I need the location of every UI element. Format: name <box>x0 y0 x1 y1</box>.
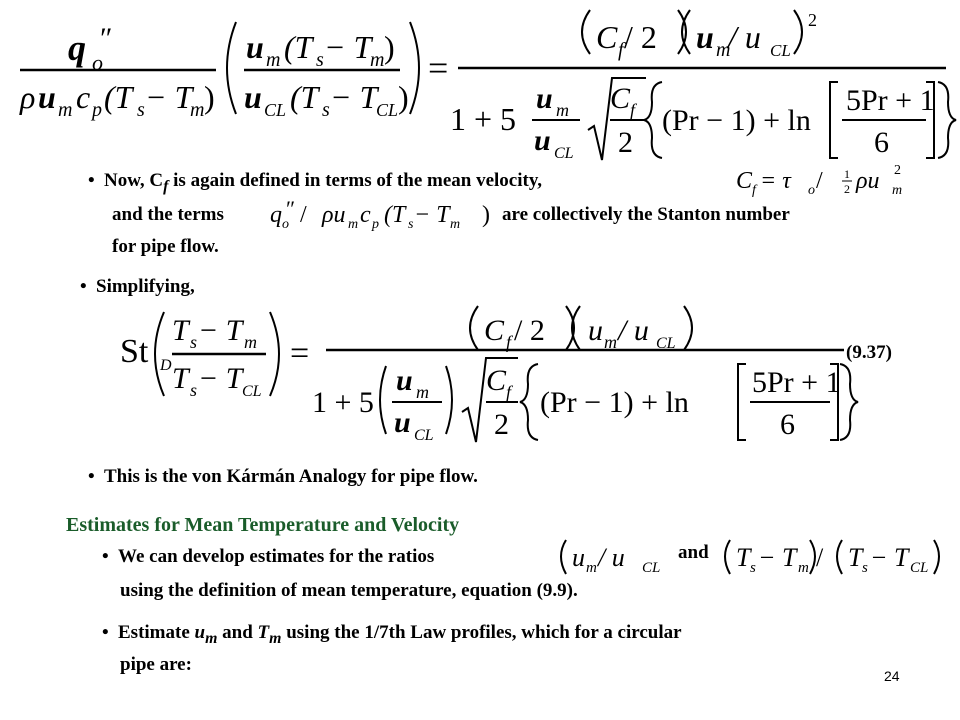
eq-top-rhs-den-um: u <box>536 82 553 115</box>
ratio2-cl: CL <box>910 560 929 576</box>
eq-top-lhs-paren: (T <box>104 79 133 115</box>
eq-top-rhs-paren1-l <box>582 10 590 54</box>
cf-def-o: o <box>808 183 815 198</box>
equation-top <box>0 0 960 170</box>
eq-top-rhs-one: 1 + 5 <box>450 101 517 137</box>
eq-mid-den-pr: (Pr − 1) + ln <box>540 386 689 419</box>
eq-top-rhs-den-two: 2 <box>618 126 633 159</box>
bullet5-u: u <box>194 622 206 643</box>
cf-def-c: C <box>736 168 753 194</box>
eq-mid-st: St <box>120 333 149 370</box>
st-m: m <box>348 217 359 232</box>
page-number: 24 <box>884 668 900 684</box>
eq-top-lhs-u: u <box>38 79 56 115</box>
eq-mid-den-ucl-sub: CL <box>414 427 434 444</box>
eq-mid-den-paren-l <box>380 366 386 434</box>
cf-def-2: 2 <box>894 163 901 178</box>
cf-def-m: m <box>892 183 903 198</box>
eq-mid-den-cf: C <box>486 364 507 397</box>
eq-mid-num-div2: / 2 <box>514 314 545 347</box>
st-q: q <box>270 202 282 228</box>
bullet-icon: • <box>88 170 95 191</box>
eq-top-lhs-close: ) <box>204 79 215 115</box>
bullet5-t: T <box>257 622 270 643</box>
bullet-icon: • <box>102 622 109 643</box>
eq-mid-den-5pr: 5Pr + 1 <box>752 366 841 399</box>
ratio2-m: m <box>798 560 809 576</box>
eq-mid-num-ucl-sub: CL <box>656 335 676 352</box>
eq-mid-frac-den-cl: CL <box>242 383 262 400</box>
eq-top-paren-left <box>227 22 236 114</box>
eq-top-lhs-c: c <box>76 79 91 115</box>
st-prime: ″ <box>286 196 296 221</box>
bullet3-text: This is the von Kármán Analogy for pipe flow. <box>104 466 478 487</box>
eq-top-f2-close: ) <box>384 29 395 65</box>
eq-top-rhs-den-pr: (Pr − 1) + ln <box>662 104 811 137</box>
st-o: o <box>282 217 289 232</box>
eq-top-rhs-paren2-r <box>794 10 802 54</box>
eq-top-rhs-den-cf-sub: f <box>630 100 636 120</box>
eq-top-f2-den-cl: CL <box>264 100 287 120</box>
st-s: s <box>408 217 414 232</box>
st-c: c <box>360 202 371 228</box>
eq-top-f2-den-s: s <box>322 99 330 121</box>
eq-top-lhs-u-sub: m <box>58 99 73 121</box>
eq-mid-num-paren1-l <box>470 306 478 350</box>
eq-top-lhs-m: m <box>190 99 205 121</box>
eq-mid-frac-m: m <box>244 332 257 352</box>
cf-def-eq: = τ <box>760 168 791 194</box>
ratio2-t: T <box>736 543 751 572</box>
ratio2-s: s <box>750 560 756 576</box>
eq-mid-num-cf-sub: f <box>506 332 512 352</box>
eq-top-rhs-den-cf: C <box>610 82 631 115</box>
cf-def-half-num: 1 <box>844 167 850 181</box>
ratio-and: and <box>678 542 709 563</box>
equation-937 <box>0 300 960 450</box>
bullet5-rest: using the 1/7th Law profiles, which for a circular <box>281 622 682 643</box>
eq-mid-frac-s: s <box>190 332 198 352</box>
eq-top-lhs-rho: ρ <box>20 79 36 115</box>
cf-def-f: f <box>752 183 756 198</box>
eq-mid-num-cf: C <box>484 314 505 347</box>
eq-mid-num-um: u <box>588 314 603 347</box>
section-heading: Estimates for Mean Temperature and Velocity <box>66 514 460 536</box>
eq-top-lhs-q: q <box>68 28 86 68</box>
eq-top-f2-rest: (T <box>284 29 313 65</box>
eq-top-rhs-ucl-sub: CL <box>770 41 791 60</box>
bullet5-line2: pipe are: <box>120 654 192 675</box>
st-mm: m <box>450 217 461 232</box>
eq-mid-label: (9.37) <box>846 342 892 363</box>
eq-mid-frac-den-s: s <box>190 380 198 400</box>
eq-mid-frac-minus: − T <box>198 314 243 347</box>
eq-mid-brace-left <box>520 364 538 440</box>
bullet1-defined: is again defined in terms of the mean velocity, <box>168 170 543 191</box>
eq-top-lhs-prime: ″ <box>100 22 113 55</box>
eq-top-rhs-cf-sub: f <box>618 39 624 61</box>
eq-mid-st-sub: D <box>160 357 172 374</box>
eq-top-lhs-s: s <box>137 99 145 121</box>
eq-top-rhs-den-um-sub: m <box>556 100 569 120</box>
eq-top-f2-minus: − T <box>324 29 372 65</box>
bullet1-line1 <box>104 170 542 196</box>
eq-top-brace-right <box>938 82 956 158</box>
eq-mid-frac-t: T <box>172 314 189 347</box>
eq-top-f2-den-close: ) <box>398 79 409 115</box>
eq-top-equals: = <box>428 48 449 88</box>
ratio1-u: u <box>572 543 585 572</box>
eq-top-rhs-den-ucl-sub: CL <box>554 145 574 162</box>
cf-def-half-den: 2 <box>844 182 850 196</box>
eq-mid-den-ucl: u <box>394 406 411 439</box>
ratio-expressions <box>554 534 954 580</box>
eq-top-f2-den-rest: (T <box>290 79 319 115</box>
eq-mid-num-slash: / u <box>618 314 649 347</box>
bullet1-line2a: and the terms <box>112 204 224 225</box>
eq-top-lhs-c-sub: p <box>92 99 102 121</box>
cf-def-rho: ρu <box>856 168 880 194</box>
eq-mid-frac-den-minus: − T <box>198 362 243 395</box>
eq-mid-num-paren2-r <box>684 306 692 350</box>
ratio2-slash: / <box>816 543 824 572</box>
stanton-expression <box>270 194 500 234</box>
bullet4-line2: using the definition of mean temperature, equation (9.9). <box>120 580 578 601</box>
eq-mid-den-um-sub: m <box>416 382 429 402</box>
eq-mid-den-um: u <box>396 364 413 397</box>
eq-top-brace-left <box>644 82 662 158</box>
eq-top-lhs-minus: − T <box>145 79 193 115</box>
st-close: ) <box>482 202 490 228</box>
ratio1-slash: / u <box>598 543 625 572</box>
eq-mid-den-cf-sub: f <box>506 382 512 402</box>
eq-top-paren-right <box>410 22 419 114</box>
st-rho: ρu <box>322 202 346 228</box>
eq-mid-den-paren-r <box>446 366 452 434</box>
bullet5-t-sub: m <box>269 629 282 647</box>
bullet5-and: and <box>217 622 258 643</box>
eq-top-rhs-den-5pr: 5Pr + 1 <box>846 84 935 117</box>
bullet1-line2b: are collectively the Stanton number <box>502 204 790 225</box>
cf-def-slash: / <box>816 168 823 194</box>
eq-top-rhs-um: u <box>696 19 714 55</box>
ratio1-cl: CL <box>642 560 661 576</box>
ratio2-minus: − T <box>758 543 797 572</box>
eq-mid-bracket-left <box>738 364 746 440</box>
st-minus: − T <box>414 202 450 228</box>
eq-top-f2-den-cl2: CL <box>376 100 399 120</box>
bullet-icon: • <box>80 276 87 297</box>
bullet1-line3: for pipe flow. <box>112 236 219 257</box>
bullet-icon: • <box>88 466 95 487</box>
bullet5-line1 <box>118 622 682 648</box>
eq-top-f2-u-sub: m <box>266 49 281 71</box>
ratio2-t2: T <box>848 543 863 572</box>
bullet5-u-sub: m <box>205 629 218 647</box>
eq-mid-paren-right <box>270 312 279 396</box>
eq-top-f2-m: m <box>370 49 385 71</box>
eq-top-rhs-den-ucl: u <box>534 124 551 157</box>
eq-top-rhs-div2: / 2 <box>624 19 657 55</box>
eq-mid-den-one: 1 + 5 <box>312 386 374 419</box>
cf-definition <box>736 160 936 200</box>
eq-mid-den-two: 2 <box>494 408 509 441</box>
bullet-icon: • <box>102 546 109 567</box>
eq-mid-paren-left <box>155 312 164 396</box>
eq-top-rhs-cf: C <box>596 19 618 55</box>
eq-top-f2-den-u: u <box>244 79 262 115</box>
bullet1-f-sub: f <box>163 177 169 195</box>
eq-mid-num-um-sub: m <box>604 332 617 352</box>
bullet4-line1a: We can develop estimates for the ratios <box>118 546 435 567</box>
eq-mid-frac-den-t: T <box>172 362 189 395</box>
eq-mid-equals: = <box>290 335 310 372</box>
eq-top-f2-s: s <box>316 49 324 71</box>
ratio2-minus2: − T <box>870 543 909 572</box>
st-paren: (T <box>384 202 406 228</box>
st-p: p <box>372 217 379 232</box>
bullet2-text: Simplifying, <box>96 276 195 297</box>
eq-top-f2-den-minus: − T <box>330 79 378 115</box>
eq-top-rhs-power: 2 <box>808 10 817 30</box>
ratio1-m: m <box>586 560 597 576</box>
eq-top-rhs-um-sub: m <box>716 39 731 61</box>
eq-top-rhs-slash: / u <box>728 19 761 55</box>
bullet1-now: Now, C <box>104 170 164 191</box>
eq-top-bracket-left <box>830 82 838 158</box>
eq-mid-brace-right <box>840 364 858 440</box>
eq-top-f2-u: u <box>246 29 264 65</box>
eq-mid-den-six: 6 <box>780 408 795 441</box>
ratio2-s2: s <box>862 560 868 576</box>
eq-top-rhs-den-six: 6 <box>874 126 889 159</box>
bullet5-estimate: Estimate <box>118 622 195 643</box>
eq-top-lhs-q-sub: o <box>92 50 103 75</box>
st-slash: / <box>300 202 307 228</box>
